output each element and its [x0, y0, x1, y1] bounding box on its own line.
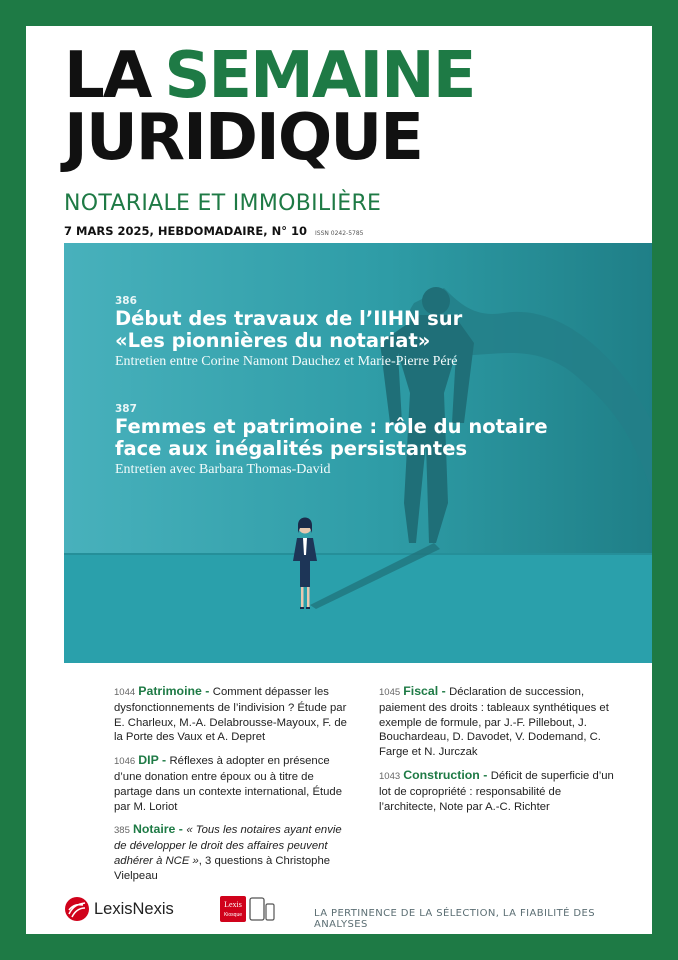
magazine-cover: [26, 26, 652, 934]
story-number: 387: [115, 403, 137, 415]
kiosque-lexis-text: Lexis: [224, 900, 242, 909]
toc-number: 1044: [114, 687, 136, 698]
story-byline: Entretien entre Corine Namont Dauchez et Marie-Pierre Péré: [115, 354, 458, 369]
toc-entry-notaire: 385 Notaire - « Tous les notaires ayant envie de développer le droit des affaires peuvent adhérer à NCE », 3 questions à Christophe Vielpeau: [114, 822, 342, 882]
toc-right-column: [379, 684, 619, 822]
masthead-semaine: SEMAINE: [164, 39, 475, 113]
lexisnexis-emblem-icon: [64, 896, 90, 922]
issue-date: 7 MARS 2025, HEBDOMADAIRE, N° 10: [64, 224, 307, 238]
toc-number: 1046: [114, 756, 136, 768]
toc-entry-fiscal: 1045 Fiscal - Déclaration de succession, paiement des droits : tableaux synthétiques et exemple de formule, par J.-F. Pillebout, J. Bouchardeau, D. Davodet, V. Dodemand, C. Farge et N. Jurczak: [379, 684, 609, 759]
toc-entry-patrimoine: 1044 Patrimoine - Comment dépasser les dysfonctionnements de l’indivision ? Étude par E. Charleux, M.-A. Delabrousse-Mayoux, F. de la Porte des Vaux et A. Depret: [114, 684, 347, 744]
masthead-juridique: JURIDIQUE: [64, 101, 422, 175]
toc-text: Réflexes à adopter en présence d’une donation entre époux ou à titre de partage dans un contexte international, Étude par M. Loriot: [114, 755, 342, 813]
cover-story-386: [115, 295, 462, 370]
woman-leg-right: [307, 587, 310, 607]
story-headline: [115, 308, 462, 352]
toc-text: Comment dépasser les dysfonctionnements de l’indivision ? Étude par E. Charleux, M.-A. Delabrousse-Mayoux, F. de la Porte des Vaux et A. Depret: [114, 686, 347, 744]
tagline: LA PERTINENCE DE LA SÉLECTION, LA FIABILITÉ DES ANALYSES: [314, 908, 595, 930]
kiosque-label-text: Kiosque: [223, 912, 243, 918]
story-headline: [115, 416, 548, 460]
cover-illustration: [64, 243, 652, 663]
story-headline-line: «Les pionnières du notariat»: [115, 329, 431, 352]
story-byline: Entretien avec Barbara Thomas-David: [115, 462, 331, 477]
issn: ISSN 0242-5785: [314, 230, 364, 237]
toc-entry-construction: 1043 Construction - Déficit de superficie d’un lot de copropriété : responsabilité de l’architecte, Note par A.-C. Richter: [379, 767, 614, 813]
floor: [64, 553, 652, 663]
toc-left-column: [114, 684, 354, 892]
woman-leg-left: [301, 587, 304, 607]
cover-story-387: [115, 403, 548, 478]
toc-category: DIP: [138, 753, 159, 768]
toc-category: Fiscal: [403, 684, 439, 698]
toc-number: 1043: [379, 770, 401, 782]
toc-number: 1045: [379, 687, 401, 698]
masthead-la: LA: [64, 39, 151, 113]
issue-info: [64, 224, 363, 238]
floor-line: [64, 553, 652, 555]
toc-number: 385: [114, 825, 130, 837]
story-headline-line: face aux inégalités persistantes: [115, 437, 468, 460]
masthead-line-1: [64, 39, 475, 113]
masthead-subtitle: NOTARIALE ET IMMOBILIÈRE: [64, 191, 382, 216]
woman-shoe-right: [306, 607, 310, 609]
woman-skirt: [300, 573, 310, 587]
toc-entry-dip: 1046 DIP - Réflexes à adopter en présence d’une donation entre époux ou à titre de partage dans un contexte international, Étude par M. Loriot: [114, 753, 342, 813]
lexisnexis-logo: [64, 896, 174, 922]
story-headline-line: Début des travaux de l’IIHN sur: [115, 307, 463, 330]
toc-category: Construction: [403, 767, 480, 782]
toc-text: Déficit de superficie d’un lot de copropriété : responsabilité de l’architecte, Note par A.-C. Richter: [379, 769, 614, 813]
toc-text: , 3 questions à Christophe Vielpeau: [114, 854, 331, 882]
woman-shoe-left: [300, 607, 304, 609]
toc-category: Notaire: [133, 822, 176, 837]
toc-text: Déclaration de succession, paiement des droits : tableaux synthétiques et exemple de formule, par J.-F. Pillebout, J. Bouchardeau, D. Davodet, V. Dodemand, C. Farge et N. Jurczak: [379, 686, 609, 759]
footer: [26, 892, 652, 932]
publisher-name: LexisNexis: [94, 899, 174, 918]
lexis-kiosque-logo: [220, 894, 276, 929]
story-headline-line: Femmes et patrimoine : rôle du notaire: [115, 415, 548, 438]
toc-quote: « Tous les notaires ayant envie de développer le droit des affaires peuvent adhérer à NCE »: [114, 824, 342, 867]
kiosque-devices-icon: [220, 894, 276, 924]
story-number: 386: [115, 295, 137, 307]
toc-category: Patrimoine: [138, 684, 202, 698]
